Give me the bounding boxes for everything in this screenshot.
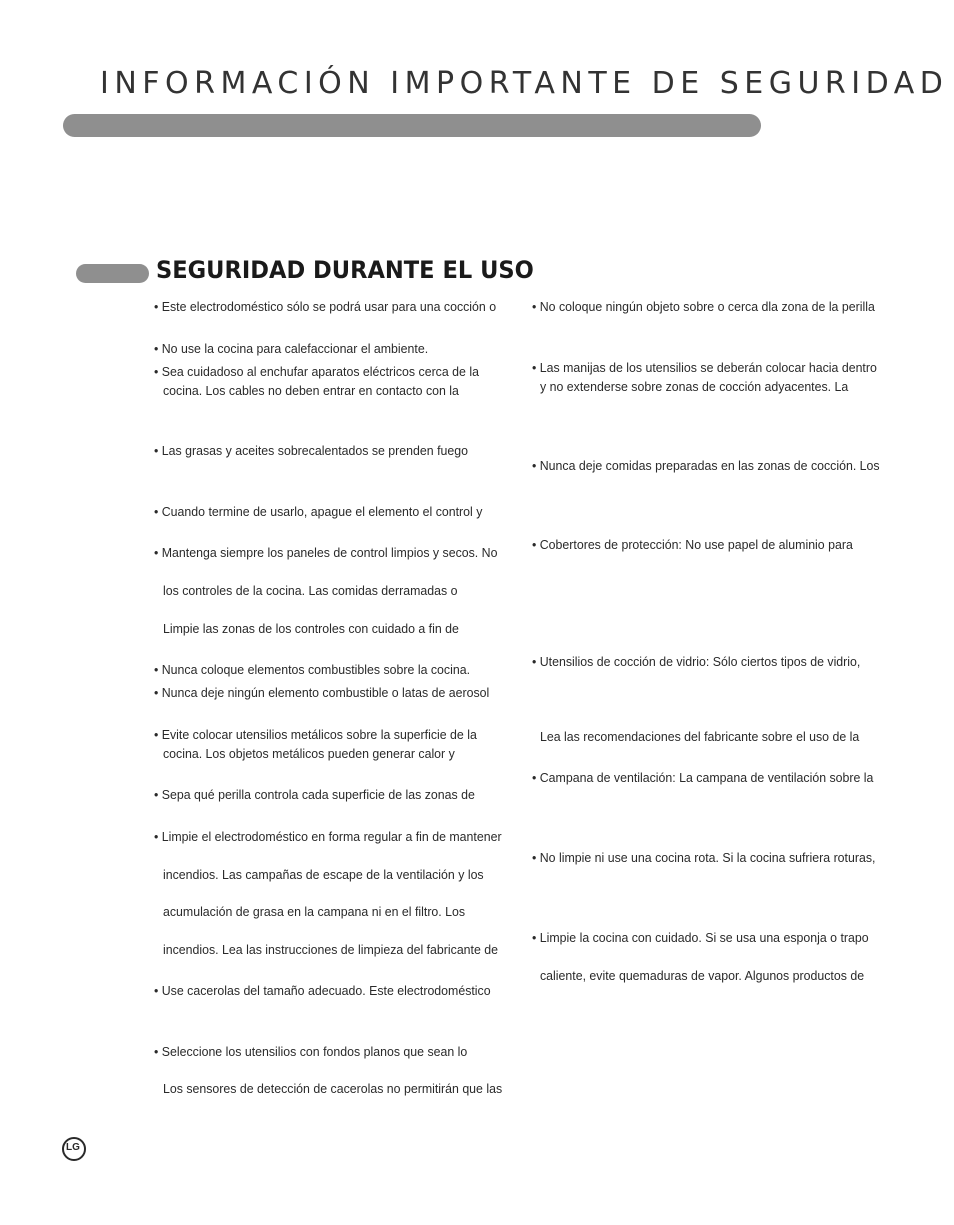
left-line-3: cocina. Los cables no deben entrar en contacto con la bbox=[163, 383, 459, 398]
right-line-6: Lea las recomendaciones del fabricante sobre el uso de la bbox=[540, 729, 860, 744]
left-line-17: incendios. Lea las instrucciones de limpieza del fabricante de bbox=[163, 942, 499, 957]
left-line-14: • Limpie el electrodoméstico en forma regular a fin de mantener bbox=[154, 828, 502, 846]
lg-logo bbox=[62, 1137, 86, 1161]
right-line-4: • Cobertores de protección: No use papel de aluminio para bbox=[532, 536, 853, 554]
right-line-3: • Nunca deje comidas preparadas en las zonas de cocción. Los bbox=[532, 457, 880, 475]
left-line-12: cocina. Los objetos metálicos pueden generar calor y bbox=[163, 746, 455, 761]
left-line-15: incendios. Las campañas de escape de la ventilación y los bbox=[163, 867, 484, 882]
left-line-10: • Nunca deje ningún elemento combustible o latas de aerosol bbox=[154, 684, 489, 702]
left-line-4: • Las grasas y aceites sobrecalentados se prenden fuego bbox=[154, 442, 468, 460]
right-line-7: • Campana de ventilación: La campana de ventilación sobre la bbox=[532, 769, 873, 787]
lg-logo-text: LG bbox=[66, 1142, 80, 1153]
right-line-9: • Limpie la cocina con cuidado. Si se usa una esponja o trapo bbox=[532, 929, 869, 947]
left-line-11: • Evite colocar utensilios metálicos sobre la superficie de la bbox=[154, 726, 477, 744]
right-line-8: • No limpie ni use una cocina rota. Si la cocina sufriera roturas, bbox=[532, 849, 875, 867]
section-title: SEGURIDAD DURANTE EL USO bbox=[156, 256, 534, 284]
left-line-16: acumulación de grasa en la campana ni en el filtro. Los bbox=[163, 904, 466, 919]
right-line-10: caliente, evite quemaduras de vapor. Algunos productos de bbox=[540, 968, 865, 983]
left-line-19: • Seleccione los utensilios con fondos planos que sean lo bbox=[154, 1043, 467, 1061]
left-line-18: • Use cacerolas del tamaño adecuado. Este electrodoméstico bbox=[154, 982, 491, 1000]
left-line-6: • Mantenga siempre los paneles de control limpios y secos. No bbox=[154, 544, 497, 562]
right-line-1: • Las manijas de los utensilios se deberán colocar hacia dentro bbox=[532, 359, 877, 377]
left-line-0: • Este electrodoméstico sólo se podrá usar para una cocción o bbox=[154, 298, 496, 316]
title-underline-bar bbox=[63, 114, 761, 137]
left-line-2: • Sea cuidadoso al enchufar aparatos eléctricos cerca de la bbox=[154, 363, 479, 381]
right-line-0: • No coloque ningún objeto sobre o cerca dla zona de la perilla bbox=[532, 298, 875, 316]
page-title: INFORMACIÓN IMPORTANTE DE SEGURIDAD bbox=[100, 66, 949, 101]
left-line-20: Los sensores de detección de cacerolas no permitirán que las bbox=[163, 1081, 503, 1096]
right-line-2: y no extenderse sobre zonas de cocción adyacentes. La bbox=[540, 379, 849, 394]
left-line-7: los controles de la cocina. Las comidas derramadas o bbox=[163, 583, 458, 598]
right-line-5: • Utensilios de cocción de vidrio: Sólo ciertos tipos de vidrio, bbox=[532, 653, 860, 671]
left-line-13: • Sepa qué perilla controla cada superficie de las zonas de bbox=[154, 786, 475, 804]
left-line-9: • Nunca coloque elementos combustibles sobre la cocina. bbox=[154, 661, 470, 679]
left-line-5: • Cuando termine de usarlo, apague el elemento el control y bbox=[154, 503, 482, 521]
left-line-8: Limpie las zonas de los controles con cuidado a fin de bbox=[163, 621, 459, 636]
left-line-1: • No use la cocina para calefaccionar el ambiente. bbox=[154, 340, 428, 358]
section-marker-pill bbox=[76, 264, 149, 283]
